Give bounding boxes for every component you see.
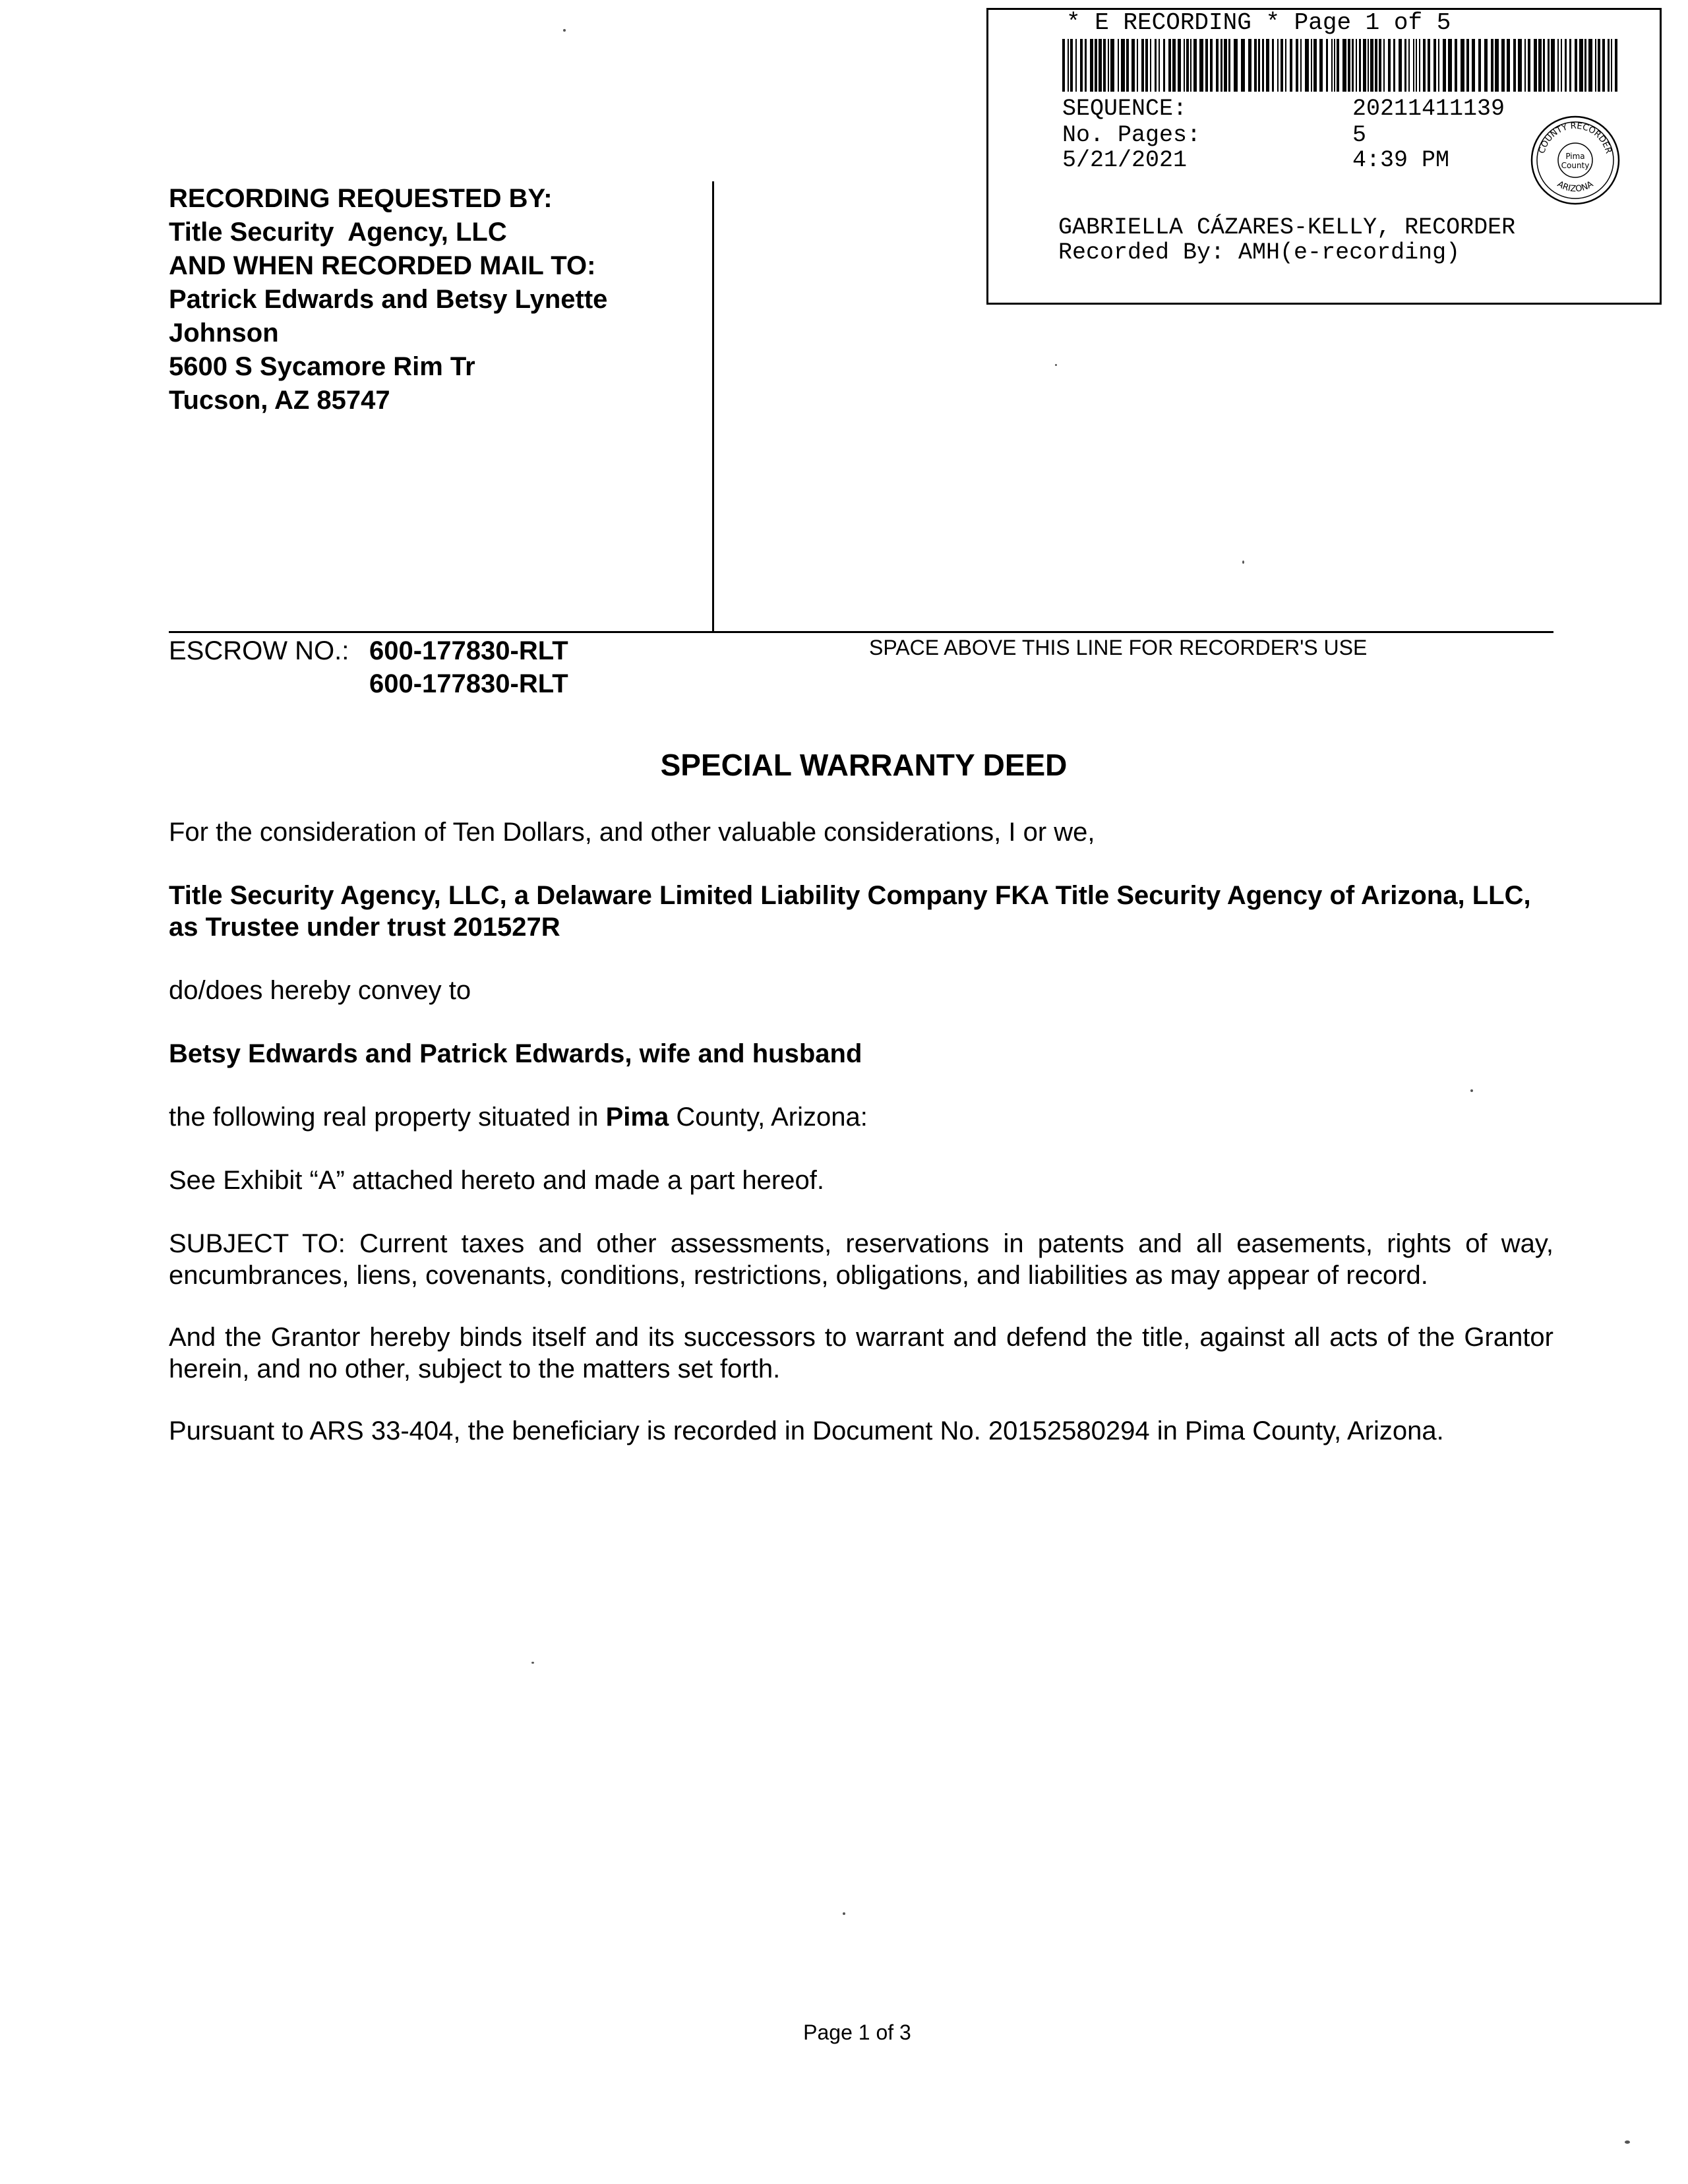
property-county: Pima (605, 1103, 669, 1132)
scan-speck (1625, 2140, 1630, 2144)
grantor-paragraph: Title Security Agency, LLC, a Delaware Limited Liability Company FKA Title Security Agency of Arizona, LLC, as Trustee under trust 201527R (169, 881, 1531, 942)
vertical-divider (712, 181, 714, 632)
seal-center-line1: Pima (1565, 152, 1585, 161)
recorded-by: Recorded By: AMH(e-recording) (1058, 239, 1461, 266)
pursuant-paragraph: Pursuant to ARS 33-404, the beneficiary is recorded in Document No. 20152580294 in Pima County, Arizona. (169, 1416, 1444, 1445)
recorder-name: GABRIELLA CÁZARES-KELLY, RECORDER (1058, 214, 1516, 241)
escrow-label: ESCROW NO.: (169, 636, 349, 665)
scan-speck (843, 1912, 845, 1915)
svg-text:ARIZONA (1555, 179, 1595, 195)
scan-speck (531, 1662, 534, 1664)
convey-paragraph: do/does hereby convey to (169, 976, 471, 1005)
page-footer: Page 1 of 3 (803, 2020, 911, 2044)
warranty-paragraph: And the Grantor hereby binds itself and its successors to warrant and defend the title, against all acts of the Grantor herein, and no other, subject to the matters set forth. (169, 1323, 1553, 1383)
exhibit-paragraph: See Exhibit “A” attached hereto and made a part hereof. (169, 1166, 824, 1195)
deed-title: SPECIAL WARRANTY DEED (660, 748, 1068, 782)
pages-label: No. Pages: (1062, 122, 1201, 148)
pages-value: 5 (1352, 122, 1367, 148)
recorder-stamp (986, 8, 1662, 305)
property-prefix: the following real property situated in (169, 1103, 606, 1132)
record-time: 4:39 PM (1352, 147, 1450, 173)
seal-bottom-text: ARIZONA (1555, 179, 1596, 195)
recorder-space-note: SPACE ABOVE THIS LINE FOR RECORDER'S USE (869, 636, 1368, 659)
stamp-header: * E RECORDING * Page 1 of 5 (1066, 9, 1451, 36)
mail-to-city: Tucson, AZ 85747 (169, 386, 390, 415)
requested-by-heading: RECORDING REQUESTED BY: (169, 184, 553, 213)
consideration-paragraph: For the consideration of Ten Dollars, and other valuable considerations, I or we, (169, 818, 1095, 847)
scan-speck (1242, 561, 1244, 564)
scan-speck (563, 29, 566, 32)
property-suffix: County, Arizona: (669, 1103, 868, 1132)
seal-top-text: COUNTY RECORDER (1537, 121, 1613, 155)
recorder-line (169, 631, 1553, 633)
mail-to-street: 5600 S Sycamore Rim Tr (169, 352, 475, 381)
scan-speck (1055, 364, 1057, 366)
barcode-icon (1062, 39, 1619, 92)
mail-to-name-line2: Johnson (169, 318, 279, 348)
mail-to-name-line1: Patrick Edwards and Betsy Lynette (169, 285, 608, 314)
county-seal-icon (1529, 114, 1621, 206)
grantee-paragraph: Betsy Edwards and Patrick Edwards, wife and husband (169, 1039, 862, 1068)
requested-by-name: Title Security Agency, LLC (169, 218, 507, 247)
subject-to-paragraph: SUBJECT TO: Current taxes and other assessments, reservations in patents and all easements, rights of way, encumbrances, liens, covenants, conditions, restrictions, obligations, and liabilities as may appear of record. (169, 1229, 1553, 1290)
sequence-value: 20211411139 (1352, 96, 1505, 122)
mail-to-heading: AND WHEN RECORDED MAIL TO: (169, 251, 596, 280)
scan-speck (1470, 1089, 1473, 1092)
recording-requested-block (169, 182, 607, 417)
escrow-number: 600-177830-RLT (369, 636, 568, 665)
seal-center-line2: County (1561, 161, 1590, 170)
sequence-label: SEQUENCE: (1062, 96, 1188, 122)
property-paragraph (169, 1101, 1553, 1133)
record-date: 5/21/2021 (1062, 147, 1188, 173)
escrow-number-repeat: 600-177830-RLT (369, 669, 568, 698)
